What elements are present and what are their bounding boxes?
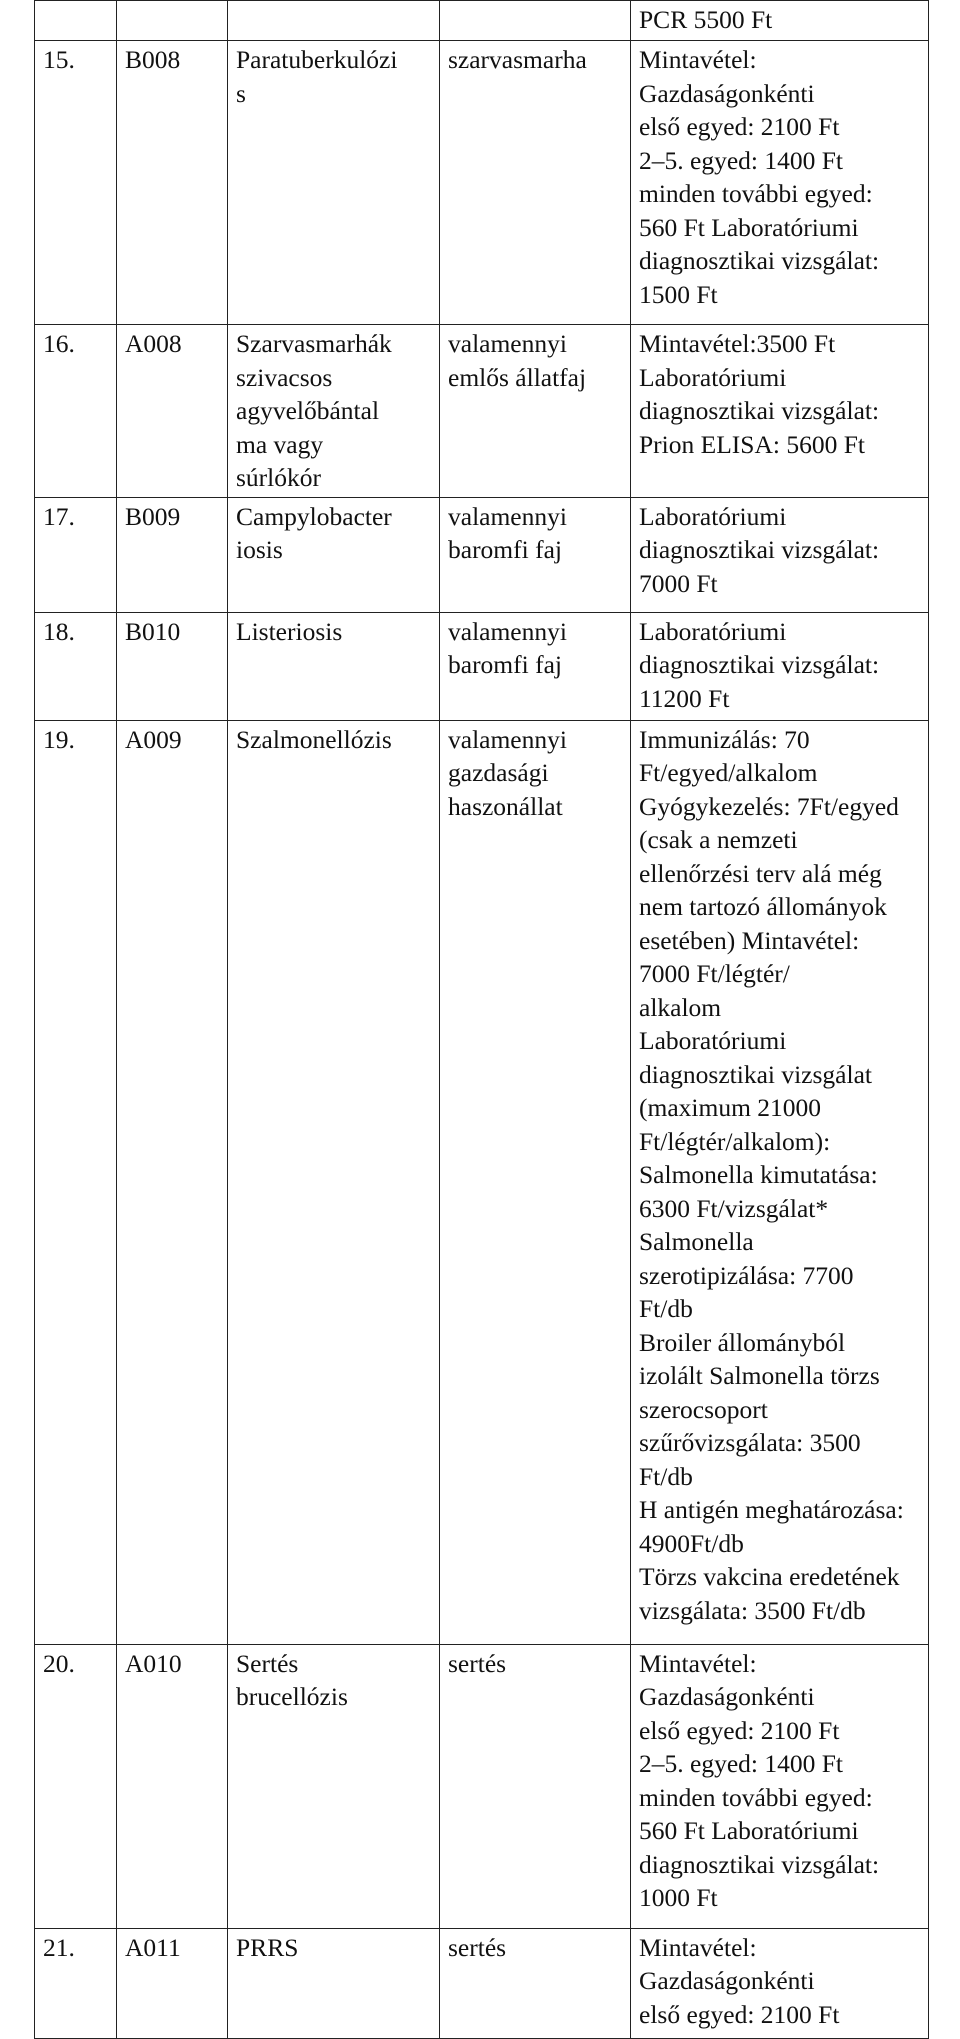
fee-cell-line: Laboratóriumi (639, 1026, 787, 1055)
fee-cell-line: Gyógykezelés: 7Ft/egyed (639, 791, 899, 821)
fee-cell-line: (csak a nemzeti (639, 825, 798, 854)
fee-cell-line: alkalom (639, 992, 722, 1022)
disease-name-cell-line: brucellózis (236, 1682, 348, 1711)
species-cell-line: valamennyi (448, 616, 567, 646)
fee-cell-line: Gazdaságonkénti (639, 1966, 815, 1995)
fee-cell-line: Mintavétel: (639, 45, 757, 74)
fee-cell-line: Ft/egyed/alkalom (639, 758, 818, 787)
disease-name-cell-line: súrlókór (236, 463, 321, 492)
disease-name-cell (228, 497, 440, 612)
row-number-cell-text: 21. (43, 1932, 75, 1962)
disease-code-cell-text: A008 (125, 329, 182, 358)
fee-cell-line: szerotipizálása: 7700 (639, 1260, 854, 1290)
row-number-cell (35, 41, 117, 325)
fee-cell-line: diagnosztikai vizsgálat: (639, 535, 880, 564)
fee-cell-line: H antigén meghatározása: (639, 1495, 904, 1524)
disease-code-cell-text: B010 (125, 616, 181, 646)
fee-cell-line: Laboratóriumi (639, 501, 787, 531)
fee-cell-line: 4900Ft/db (639, 1528, 744, 1558)
disease-code-cell (117, 1928, 228, 2038)
fee-cell-line: 6300 Ft/vizsgálat* (639, 1193, 829, 1223)
disease-code-cell-text: B008 (125, 45, 181, 74)
fee-cell (631, 497, 929, 612)
fee-cell-line: minden további egyed: (639, 1782, 873, 1812)
fee-cell (631, 720, 929, 1644)
fee-cell-line: Salmonella kimutatása: (639, 1160, 878, 1189)
fee-cell-line: 560 Ft Laboratóriumi (639, 212, 859, 242)
disease-name-cell (228, 325, 440, 498)
disease-name-cell (228, 41, 440, 325)
species-cell-line: baromfi faj (448, 535, 562, 564)
row-number-cell (35, 720, 117, 1644)
fee-cell-line: 2–5. egyed: 1400 Ft (639, 1749, 843, 1778)
table-row (35, 497, 929, 612)
species-cell (440, 41, 631, 325)
fee-cell-line: diagnosztikai vizsgálat (639, 1059, 872, 1089)
fee-cell-line: 11200 Ft (639, 683, 730, 713)
fee-cell-line: első egyed: 2100 Ft (639, 112, 840, 141)
disease-name-cell (228, 1644, 440, 1928)
fee-table-body (35, 1, 929, 2039)
disease-name-cell-line: PRRS (236, 1932, 299, 1962)
species-cell-line: baromfi faj (448, 650, 562, 679)
disease-code-cell-text: A010 (125, 1648, 182, 1678)
row-number-cell-text: 19. (43, 724, 75, 754)
species-cell-line: haszonállat (448, 791, 563, 821)
fee-cell-line: esetében) Mintavétel: (639, 925, 860, 955)
species-cell (440, 1, 631, 41)
fee-cell (631, 1644, 929, 1928)
fee-cell-line: vizsgálata: 3500 Ft/db (639, 1595, 866, 1625)
disease-name-cell-line: agyvelőbántal (236, 396, 380, 425)
disease-code-cell (117, 497, 228, 612)
disease-name-cell-line: szivacsos (236, 362, 333, 392)
table-row (35, 325, 929, 498)
fee-cell-line: első egyed: 2100 Ft (639, 1999, 840, 2029)
fee-cell (631, 1928, 929, 2038)
fee-cell-line: Broiler állományból (639, 1327, 846, 1357)
species-cell (440, 497, 631, 612)
row-number-cell (35, 497, 117, 612)
row-number-cell (35, 612, 117, 720)
species-cell (440, 720, 631, 1644)
fee-cell-line: 2–5. egyed: 1400 Ft (639, 145, 843, 175)
row-number-cell (35, 1644, 117, 1928)
disease-name-cell-line: Campylobacter (236, 501, 392, 531)
disease-name-cell-line: Szalmonellózis (236, 724, 392, 754)
species-cell (440, 612, 631, 720)
fee-cell-line: Mintavétel:3500 Ft (639, 329, 836, 358)
fee-cell-line: PCR 5500 Ft (639, 5, 773, 34)
fee-table (34, 0, 929, 2039)
species-cell-line: szarvasmarha (448, 45, 587, 74)
fee-cell-line: diagnosztikai vizsgálat: (639, 396, 880, 425)
fee-cell-line: Mintavétel: (639, 1932, 757, 1962)
fee-cell-line: Ft/db (639, 1294, 693, 1323)
species-cell-line: gazdasági (448, 758, 549, 787)
fee-cell-line: Gazdaságonkénti (639, 1682, 815, 1711)
row-number-cell (35, 1928, 117, 2038)
disease-name-cell-line: ma vagy (236, 429, 324, 459)
table-row (35, 1644, 929, 1928)
fee-cell-line: 1500 Ft (639, 279, 718, 309)
disease-name-cell (228, 612, 440, 720)
row-number-cell (35, 325, 117, 498)
fee-cell (631, 325, 929, 498)
fee-cell-line: diagnosztikai vizsgálat: (639, 246, 880, 275)
disease-code-cell (117, 1644, 228, 1928)
fee-cell-line: Gazdaságonkénti (639, 78, 815, 108)
fee-cell-line: diagnosztikai vizsgálat: (639, 650, 880, 679)
disease-code-cell (117, 1, 228, 41)
row-number-cell-text: 15. (43, 45, 75, 74)
fee-cell-line: (maximum 21000 (639, 1093, 822, 1122)
disease-code-cell-text: A011 (125, 1932, 181, 1962)
disease-name-cell-line: Szarvasmarhák (236, 329, 392, 358)
disease-code-cell (117, 41, 228, 325)
species-cell-line: valamennyi (448, 501, 567, 531)
fee-cell-line: 7000 Ft/légtér/ (639, 959, 790, 988)
fee-cell-line: Salmonella (639, 1227, 754, 1256)
disease-name-cell (228, 720, 440, 1644)
disease-code-cell (117, 720, 228, 1644)
fee-cell-line: 7000 Ft (639, 568, 718, 598)
table-row (35, 720, 929, 1644)
fee-cell-line: Ft/légtér/alkalom): (639, 1126, 831, 1156)
fee-cell (631, 41, 929, 325)
disease-name-cell-line: iosis (236, 535, 283, 564)
row-number-cell-text: 20. (43, 1648, 75, 1678)
table-row (35, 1928, 929, 2038)
fee-cell-line: nem tartozó állományok (639, 892, 887, 921)
disease-name-cell (228, 1928, 440, 2038)
fee-cell-line: első egyed: 2100 Ft (639, 1715, 840, 1745)
species-cell-line: valamennyi (448, 724, 567, 754)
fee-cell-line: Immunizálás: 70 (639, 724, 810, 754)
disease-name-cell-line: Listeriosis (236, 616, 343, 646)
disease-code-cell (117, 612, 228, 720)
fee-cell-line: Prion ELISA: 5600 Ft (639, 429, 865, 459)
species-cell (440, 325, 631, 498)
disease-code-cell-text: A009 (125, 724, 182, 754)
species-cell-line: sertés (448, 1932, 507, 1962)
fee-cell-line: Laboratóriumi (639, 616, 787, 646)
disease-name-cell (228, 1, 440, 41)
species-cell-line: sertés (448, 1648, 507, 1678)
species-cell-line: emlős állatfaj (448, 362, 587, 392)
row-number-cell (35, 1, 117, 41)
species-cell-line: valamennyi (448, 329, 567, 358)
fee-cell-line: Mintavétel: (639, 1648, 757, 1678)
fee-cell-line: szűrővizsgálata: 3500 (639, 1428, 861, 1457)
document-page (34, 0, 928, 2039)
disease-name-cell-line: Sertés (236, 1648, 299, 1678)
fee-cell-line: Törzs vakcina eredetének (639, 1562, 900, 1591)
fee-cell-line: diagnosztikai vizsgálat: (639, 1849, 880, 1879)
fee-cell (631, 612, 929, 720)
table-row (35, 1, 929, 41)
row-number-cell-text: 17. (43, 501, 75, 531)
species-cell (440, 1644, 631, 1928)
disease-code-cell (117, 325, 228, 498)
table-row (35, 612, 929, 720)
species-cell (440, 1928, 631, 2038)
table-row (35, 41, 929, 325)
row-number-cell-text: 18. (43, 616, 75, 646)
disease-name-cell-line: Paratuberkulózi (236, 45, 398, 74)
fee-cell-line: szerocsoport (639, 1394, 768, 1424)
fee-cell-line: Ft/db (639, 1461, 693, 1491)
fee-cell-line: 1000 Ft (639, 1883, 718, 1912)
fee-cell-line: izolált Salmonella törzs (639, 1361, 880, 1390)
disease-code-cell-text: B009 (125, 501, 181, 531)
fee-cell-line: minden további egyed: (639, 179, 873, 208)
fee-cell (631, 1, 929, 41)
row-number-cell-text: 16. (43, 329, 75, 358)
fee-cell-line: Laboratóriumi (639, 362, 787, 392)
fee-cell-line: 560 Ft Laboratóriumi (639, 1816, 859, 1845)
disease-name-cell-line: s (236, 78, 246, 108)
fee-cell-line: ellenőrzési terv alá még (639, 858, 882, 888)
